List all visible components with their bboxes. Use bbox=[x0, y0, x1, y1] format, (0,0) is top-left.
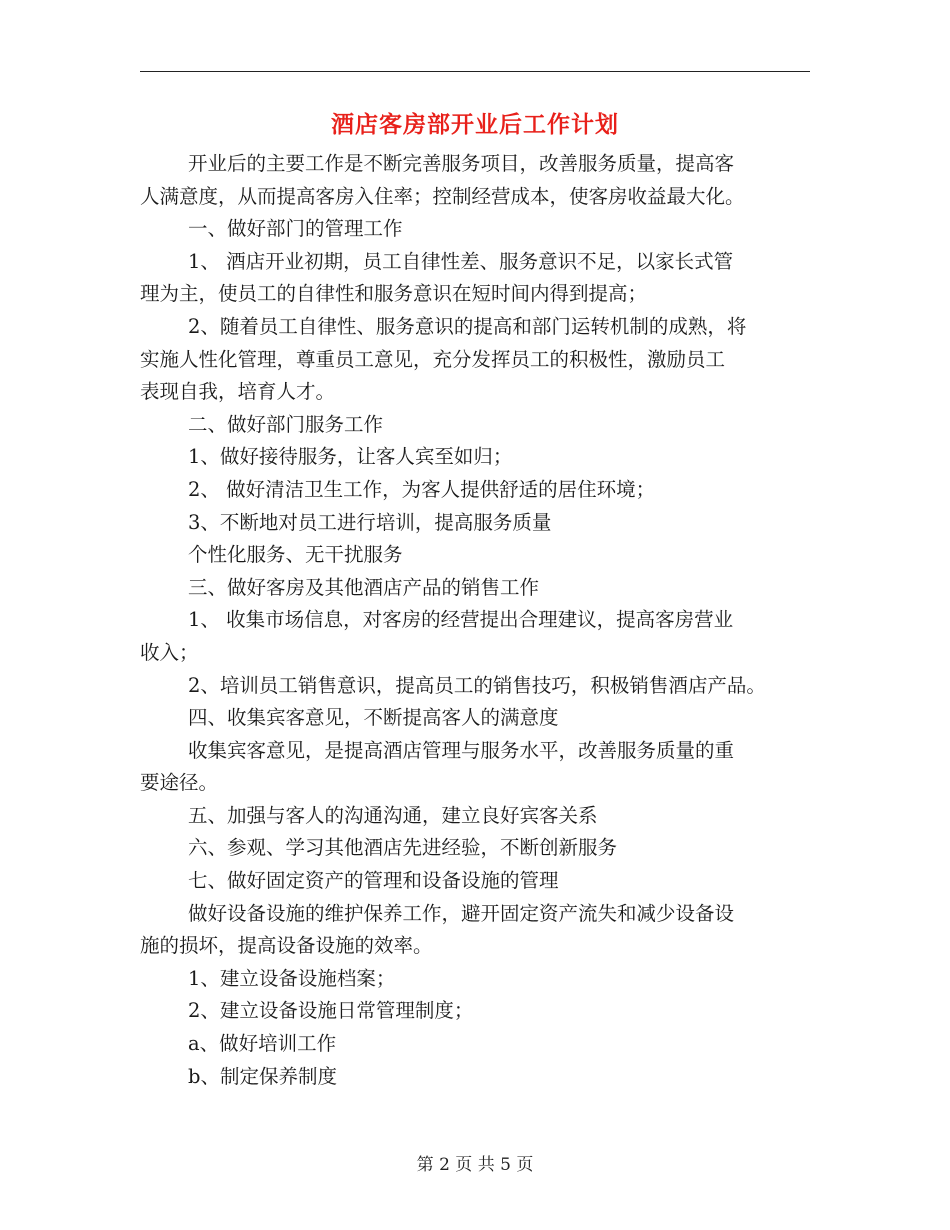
body-line: 五、加强与客人的沟通沟通，建立良好宾客关系 bbox=[188, 803, 598, 827]
page-footer: 第 2 页 共 5 页 bbox=[416, 1155, 534, 1175]
body-line: 七、做好固定资产的管理和设备设施的管理 bbox=[188, 869, 559, 893]
body-line: 施的损坏，提高设备设施的效率。 bbox=[140, 934, 433, 958]
header-rule bbox=[140, 71, 810, 72]
document-body bbox=[140, 148, 820, 1093]
body-line: 2、建立设备设施日常管理制度； bbox=[188, 999, 474, 1023]
body-line: 六、参观、学习其他酒店先进经验，不断创新服务 bbox=[188, 836, 618, 860]
body-line: 3、不断地对员工进行培训，提高服务质量 bbox=[188, 510, 552, 534]
body-line: 2、培训员工销售意识，提高员工的销售技巧，积极销售酒店产品。 bbox=[188, 673, 766, 697]
document-title: 酒店客房部开业后工作计划 bbox=[331, 111, 619, 138]
body-line: 1、做好接待服务，让客人宾至如归； bbox=[188, 445, 513, 469]
body-line: b、制定保养制度 bbox=[188, 1064, 337, 1088]
body-line: 1、 收集市场信息，对客房的经营提出合理建议，提高客房营业 bbox=[188, 608, 734, 632]
body-line: 表现自我，培育人才。 bbox=[140, 380, 336, 404]
body-line: 2、 做好清洁卫生工作，为客人提供舒适的居住环境； bbox=[188, 477, 656, 501]
body-line: 四、收集宾客意见，不断提高客人的满意度 bbox=[188, 706, 559, 730]
body-line: 2、随着员工自律性、服务意识的提高和部门运转机制的成熟，将 bbox=[188, 314, 747, 338]
body-line: a、做好培训工作 bbox=[188, 1032, 337, 1056]
body-line: 做好设备设施的维护保养工作，避开固定资产流失和减少设备设 bbox=[188, 901, 735, 925]
body-line: 实施人性化管理，尊重员工意见，充分发挥员工的积极性，激励员工 bbox=[140, 347, 726, 371]
body-line: 要途径。 bbox=[140, 771, 219, 795]
body-line: 人满意度，从而提高客房入住率；控制经营成本，使客房收益最大化。 bbox=[140, 184, 745, 208]
body-line: 收入； bbox=[140, 640, 199, 664]
body-line: 三、做好客房及其他酒店产品的销售工作 bbox=[188, 575, 540, 599]
body-line: 1、 酒店开业初期，员工自律性差、服务意识不足，以家长式管 bbox=[188, 249, 734, 273]
body-line: 理为主，使员工的自律性和服务意识在短时间内得到提高； bbox=[140, 282, 648, 306]
body-line: 二、做好部门服务工作 bbox=[188, 412, 384, 436]
body-line: 开业后的主要工作是不断完善服务项目，改善服务质量，提高客 bbox=[188, 152, 735, 175]
body-line: 个性化服务、无干扰服务 bbox=[188, 543, 403, 567]
body-line: 1、建立设备设施档案； bbox=[188, 966, 396, 990]
body-line: 一、做好部门的管理工作 bbox=[188, 217, 403, 241]
body-line: 收集宾客意见，是提高酒店管理与服务水平，改善服务质量的重 bbox=[188, 738, 735, 762]
